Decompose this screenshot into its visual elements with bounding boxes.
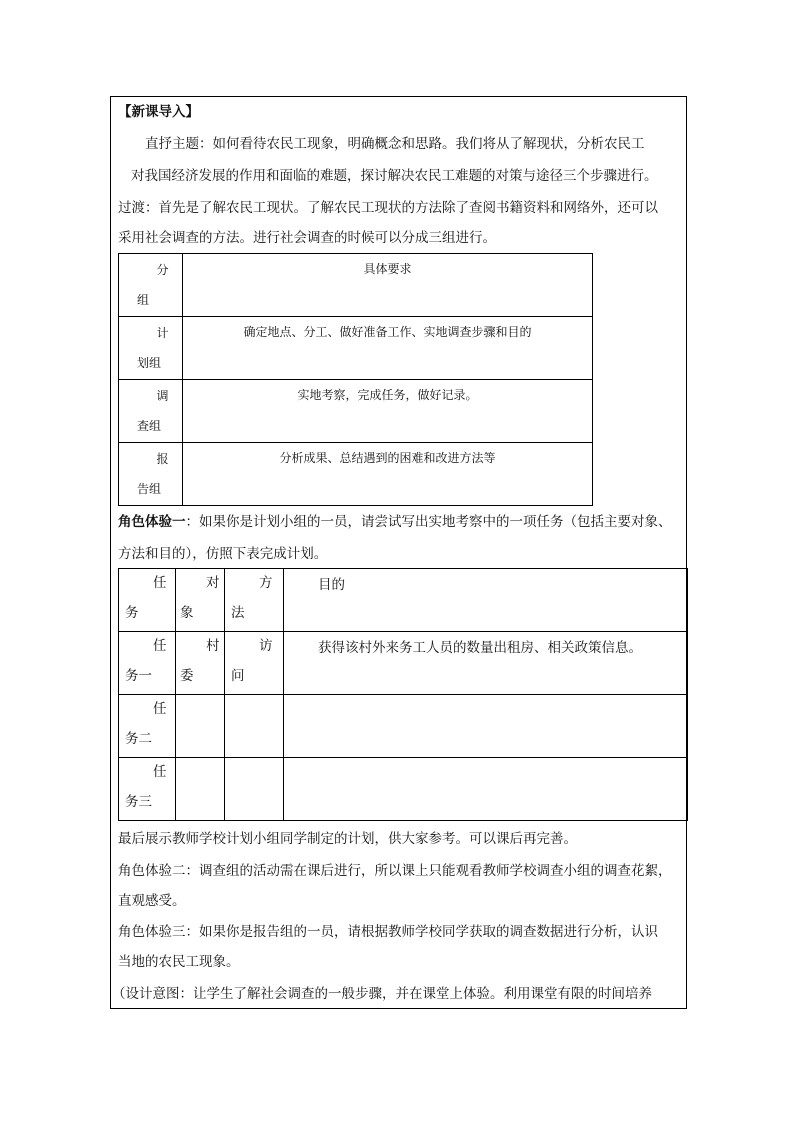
group-row-plan [119,317,593,380]
task-object-b: 委 [180,668,194,684]
group-header-text-b: 组 [137,293,150,307]
purpose-header: 目的 [284,569,688,632]
method-header-a: 方 [259,575,273,591]
task-purpose-empty [284,695,688,758]
object-header-a: 对 [206,575,220,591]
group-name-b: 告组 [137,482,162,496]
intro-paragraph-line-1: 直抒主题：如何看待农民工现象，明确概念和思路。我们将从了解现状，分析农民工 [145,136,645,152]
role1-line-2: 方法和目的），仿照下表完成计划。 [118,546,328,562]
role3-line-1: 角色体验三：如果你是报告组的一员，请根据教师学校同学获取的调查数据进行分析，认识 [118,924,658,940]
task-header-a: 任 [153,575,167,591]
design-intent-line: （设计意图：让学生了解社会调查的一般步骤，并在课堂上体验。利用课堂有限的时间培养 [112,986,652,1002]
role1-label: 角色体验一 [118,514,186,530]
group-row-report [119,443,593,506]
group-table [118,253,593,506]
task-method-empty [225,758,284,821]
task-header-b: 务 [125,605,139,621]
task-method-a: 访 [259,638,273,654]
task-label-b: 务一 [125,668,152,684]
group-requirement: 实地考察，完成任务，做好记录。 [183,380,593,443]
transition-line-1: 过渡：首先是了解农民工现状。了解农民工现状的方法除了查阅书籍资料和网络外，还可以 [118,200,658,216]
task-row [119,695,688,758]
group-name-b: 查组 [137,419,162,433]
group-name-a: 计 [156,326,169,340]
group-header-text-a: 分 [156,263,169,277]
group-name-a: 报 [156,452,169,466]
group-name-a: 调 [156,389,169,403]
task-method-empty [225,695,284,758]
task-object-empty [176,695,225,758]
task-label-a: 任 [153,764,167,780]
task-label-b: 务三 [125,794,152,810]
task-row [119,758,688,821]
group-name-b: 划组 [137,356,162,370]
role1-text: ：如果你是计划小组的一员，请尝试写出实地考察中的一项任务（包括主要对象、 [185,514,672,530]
role2-line-1: 角色体验二：调查组的活动需在课后进行，所以课上只能观看教师学校调查小组的调查花絮， [118,863,672,879]
role1-line-1 [118,512,672,532]
transition-line-2: 采用社会调查的方法。进行社会调查的时候可以分成三组进行。 [118,230,496,246]
task-table-header [119,569,688,632]
task-method-b: 问 [231,668,245,684]
task-label-a: 任 [153,701,167,717]
group-requirement: 确定地点、分工、做好准备工作、实地调查步骤和目的 [183,317,593,380]
task-object-empty [176,758,225,821]
task-object-a: 村 [206,638,220,654]
group-table-header [119,254,593,317]
method-header-b: 法 [231,605,245,621]
requirement-header: 具体要求 [183,254,593,317]
task-row [119,632,688,695]
intro-paragraph-line-2: 对我国经济发展的作用和面临的难题，探讨解决农民工难题的对策与途径三个步骤进行。 [131,168,658,184]
group-row-survey [119,380,593,443]
task-purpose: 获得该村外来务工人员的数量出租房、相关政策信息。 [284,632,688,695]
object-header-b: 象 [180,605,194,621]
summary-line: 最后展示教师学校计划小组同学制定的计划，供大家参考。可以课后再完善。 [118,831,577,847]
role2-line-2: 直观感受。 [118,893,186,909]
task-purpose-empty [284,758,688,821]
task-table [118,568,688,821]
group-requirement: 分析成果、总结遇到的困难和改进方法等 [183,443,593,506]
task-label-a: 任 [153,638,167,654]
intro-heading: 【新课导入】 [118,104,199,120]
role3-line-2: 当地的农民工现象。 [118,954,240,970]
task-label-b: 务二 [125,731,152,747]
